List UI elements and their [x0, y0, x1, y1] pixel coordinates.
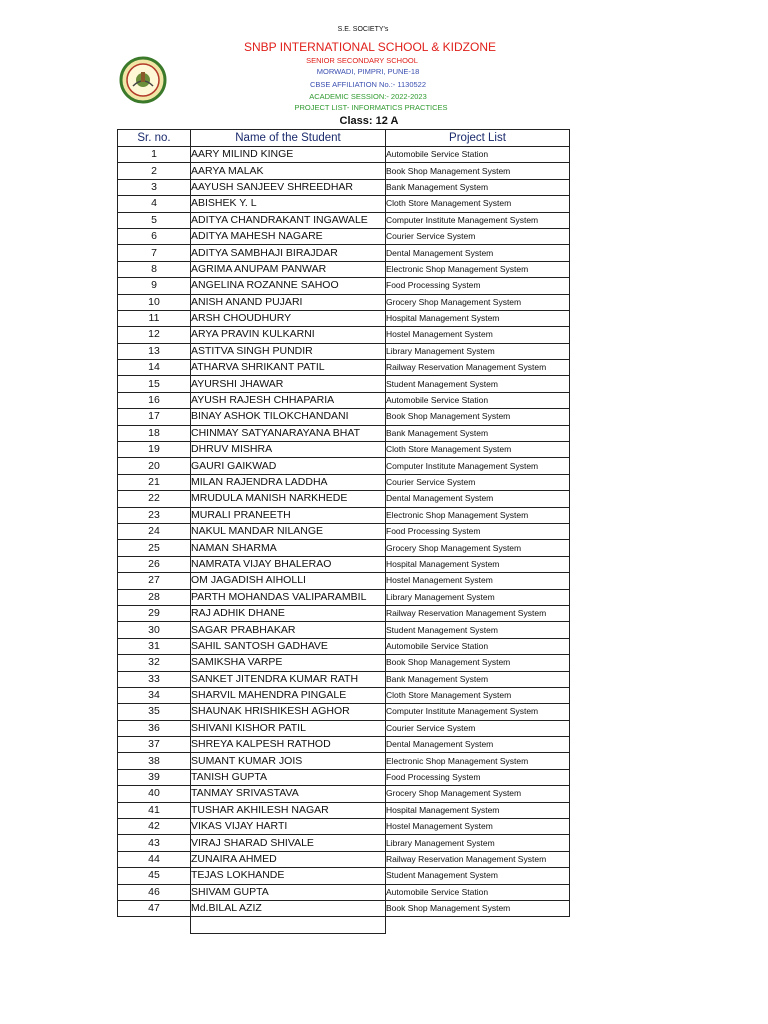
document-header: [0, 0, 768, 130]
table-row: [118, 900, 570, 916]
table-row: [118, 474, 570, 490]
student-name-cell: CHINMAY SATYANARAYANA BHAT: [191, 425, 386, 441]
project-cell: Bank Management System: [386, 425, 570, 441]
sr-no-cell: 20: [118, 458, 191, 474]
column-header-sr-no: Sr. no.: [118, 130, 191, 147]
student-name-cell: ANGELINA ROZANNE SAHOO: [191, 278, 386, 294]
table-row: [118, 245, 570, 261]
sr-no-cell: 44: [118, 851, 191, 867]
sr-no-cell: 3: [118, 179, 191, 195]
sr-no-cell: 39: [118, 769, 191, 785]
table-header-row: [118, 130, 570, 147]
project-cell: Computer Institute Management System: [386, 458, 570, 474]
empty-table-row: [118, 917, 570, 933]
table-row: [118, 687, 570, 703]
sr-no-cell: 14: [118, 360, 191, 376]
sr-no-cell: 10: [118, 294, 191, 310]
project-cell: Hospital Management System: [386, 310, 570, 326]
student-name-cell: DHRUV MISHRA: [191, 442, 386, 458]
table-row: [118, 638, 570, 654]
sr-no-cell: 1: [118, 147, 191, 163]
project-cell: Electronic Shop Management System: [386, 507, 570, 523]
sr-no-cell: 7: [118, 245, 191, 261]
project-cell: Electronic Shop Management System: [386, 261, 570, 277]
project-cell: Hospital Management System: [386, 556, 570, 572]
sr-no-cell: 16: [118, 392, 191, 408]
sr-no-cell: 6: [118, 228, 191, 244]
table-row: [118, 442, 570, 458]
project-cell: Automobile Service Station: [386, 392, 570, 408]
table-row: [118, 851, 570, 867]
table-row: [118, 589, 570, 605]
table-row: [118, 196, 570, 212]
project-cell: Computer Institute Management System: [386, 704, 570, 720]
sr-no-cell: 37: [118, 737, 191, 753]
project-cell: Library Management System: [386, 343, 570, 359]
table-row: [118, 310, 570, 326]
table-row: [118, 737, 570, 753]
table-row: [118, 605, 570, 621]
sr-no-cell: 42: [118, 819, 191, 835]
student-name-cell: AARYA MALAK: [191, 163, 386, 179]
empty-cell: [118, 917, 191, 933]
project-cell: Automobile Service Station: [386, 638, 570, 654]
table-row: [118, 720, 570, 736]
table-row: [118, 655, 570, 671]
table-row: [118, 540, 570, 556]
sr-no-cell: 32: [118, 655, 191, 671]
student-name-cell: RAJ ADHIK DHANE: [191, 605, 386, 621]
student-name-cell: SHARVIL MAHENDRA PINGALE: [191, 687, 386, 703]
project-cell: Cloth Store Management System: [386, 442, 570, 458]
project-cell: Book Shop Management System: [386, 409, 570, 425]
project-cell: Bank Management System: [386, 671, 570, 687]
table-row: [118, 802, 570, 818]
sr-no-cell: 46: [118, 884, 191, 900]
class-label: Class: 12 A: [339, 115, 399, 127]
school-subtitle: SENIOR SECONDARY SCHOOL: [306, 56, 418, 65]
student-name-cell: VIRAJ SHARAD SHIVALE: [191, 835, 386, 851]
project-cell: Automobile Service Station: [386, 884, 570, 900]
project-cell: Library Management System: [386, 835, 570, 851]
project-cell: Railway Reservation Management System: [386, 605, 570, 621]
student-name-cell: PARTH MOHANDAS VALIPARAMBIL: [191, 589, 386, 605]
table-row: [118, 523, 570, 539]
sr-no-cell: 17: [118, 409, 191, 425]
table-row: [118, 671, 570, 687]
project-cell: Electronic Shop Management System: [386, 753, 570, 769]
project-cell: Automobile Service Station: [386, 147, 570, 163]
student-name-cell: SANKET JITENDRA KUMAR RATH: [191, 671, 386, 687]
table-row: [118, 376, 570, 392]
student-name-cell: ASTITVA SINGH PUNDIR: [191, 343, 386, 359]
project-cell: Student Management System: [386, 376, 570, 392]
student-name-cell: ANISH ANAND PUJARI: [191, 294, 386, 310]
student-name-cell: SHIVANI KISHOR PATIL: [191, 720, 386, 736]
sr-no-cell: 8: [118, 261, 191, 277]
student-name-cell: NAKUL MANDAR NILANGE: [191, 523, 386, 539]
sr-no-cell: 15: [118, 376, 191, 392]
table-row: [118, 163, 570, 179]
student-name-cell: ADITYA SAMBHAJI BIRAJDAR: [191, 245, 386, 261]
student-name-cell: ABISHEK Y. L: [191, 196, 386, 212]
table-row: [118, 819, 570, 835]
table-row: [118, 228, 570, 244]
project-cell: Hostel Management System: [386, 819, 570, 835]
table-row: [118, 556, 570, 572]
project-cell: Book Shop Management System: [386, 900, 570, 916]
student-name-cell: ARYA PRAVIN KULKARNI: [191, 327, 386, 343]
sr-no-cell: 13: [118, 343, 191, 359]
table-row: [118, 704, 570, 720]
student-name-cell: Md.BILAL AZIZ: [191, 900, 386, 916]
sr-no-cell: 11: [118, 310, 191, 326]
student-name-cell: SUMANT KUMAR JOIS: [191, 753, 386, 769]
table-row: [118, 573, 570, 589]
sr-no-cell: 36: [118, 720, 191, 736]
student-name-cell: MURALI PRANEETH: [191, 507, 386, 523]
project-cell: Grocery Shop Management System: [386, 294, 570, 310]
sr-no-cell: 25: [118, 540, 191, 556]
table-row: [118, 491, 570, 507]
table-row: [118, 360, 570, 376]
table-row: [118, 294, 570, 310]
project-cell: Courier Service System: [386, 720, 570, 736]
student-name-cell: SHAUNAK HRISHIKESH AGHOR: [191, 704, 386, 720]
student-name-cell: TANISH GUPTA: [191, 769, 386, 785]
project-cell: Book Shop Management System: [386, 655, 570, 671]
project-cell: Food Processing System: [386, 278, 570, 294]
student-name-cell: NAMRATA VIJAY BHALERAO: [191, 556, 386, 572]
sr-no-cell: 30: [118, 622, 191, 638]
project-cell: Bank Management System: [386, 179, 570, 195]
project-cell: Railway Reservation Management System: [386, 851, 570, 867]
column-header-project-list: Project List: [386, 130, 570, 147]
academic-session: ACADEMIC SESSION:- 2022-2023: [309, 92, 427, 101]
table-row: [118, 261, 570, 277]
table-row: [118, 212, 570, 228]
project-cell: Courier Service System: [386, 228, 570, 244]
table-row: [118, 507, 570, 523]
student-name-cell: AGRIMA ANUPAM PANWAR: [191, 261, 386, 277]
sr-no-cell: 41: [118, 802, 191, 818]
table-row: [118, 343, 570, 359]
student-name-cell: AAYUSH SANJEEV SHREEDHAR: [191, 179, 386, 195]
project-table: [117, 129, 570, 934]
project-cell: Computer Institute Management System: [386, 212, 570, 228]
student-name-cell: AYURSHI JHAWAR: [191, 376, 386, 392]
project-cell: Library Management System: [386, 589, 570, 605]
student-name-cell: BINAY ASHOK TILOKCHANDANI: [191, 409, 386, 425]
project-cell: Dental Management System: [386, 245, 570, 261]
student-name-cell: SAMIKSHA VARPE: [191, 655, 386, 671]
sr-no-cell: 47: [118, 900, 191, 916]
sr-no-cell: 27: [118, 573, 191, 589]
project-cell: Hostel Management System: [386, 573, 570, 589]
student-name-cell: TUSHAR AKHILESH NAGAR: [191, 802, 386, 818]
student-name-cell: SAHIL SANTOSH GADHAVE: [191, 638, 386, 654]
sr-no-cell: 28: [118, 589, 191, 605]
table-row: [118, 425, 570, 441]
student-name-cell: OM JAGADISH AIHOLLI: [191, 573, 386, 589]
project-cell: Railway Reservation Management System: [386, 360, 570, 376]
sr-no-cell: 24: [118, 523, 191, 539]
society-name: S.E. SOCIETY's: [337, 26, 389, 33]
student-name-cell: TEJAS LOKHANDE: [191, 868, 386, 884]
student-name-cell: SHREYA KALPESH RATHOD: [191, 737, 386, 753]
student-name-cell: GAURI GAIKWAD: [191, 458, 386, 474]
project-cell: Grocery Shop Management System: [386, 786, 570, 802]
sr-no-cell: 19: [118, 442, 191, 458]
student-name-cell: SHIVAM GUPTA: [191, 884, 386, 900]
sr-no-cell: 18: [118, 425, 191, 441]
table-row: [118, 786, 570, 802]
sr-no-cell: 29: [118, 605, 191, 621]
sr-no-cell: 26: [118, 556, 191, 572]
sr-no-cell: 31: [118, 638, 191, 654]
project-cell: Student Management System: [386, 868, 570, 884]
student-name-cell: VIKAS VIJAY HARTI: [191, 819, 386, 835]
student-name-cell: ADITYA CHANDRAKANT INGAWALE: [191, 212, 386, 228]
school-address: MORWADI, PIMPRI, PUNE-18: [316, 67, 420, 76]
project-cell: Book Shop Management System: [386, 163, 570, 179]
sr-no-cell: 45: [118, 868, 191, 884]
sr-no-cell: 21: [118, 474, 191, 490]
student-name-cell: ZUNAIRA AHMED: [191, 851, 386, 867]
student-name-cell: SAGAR PRABHAKAR: [191, 622, 386, 638]
school-name: SNBP INTERNATIONAL SCHOOL & KIDZONE: [243, 40, 497, 54]
project-cell: Hospital Management System: [386, 802, 570, 818]
project-cell: Dental Management System: [386, 491, 570, 507]
student-name-cell: ARSH CHOUDHURY: [191, 310, 386, 326]
sr-no-cell: 23: [118, 507, 191, 523]
sr-no-cell: 43: [118, 835, 191, 851]
project-list-title: PROJECT LIST- INFORMATICS PRACTICES: [294, 103, 448, 112]
table-row: [118, 327, 570, 343]
student-name-cell: AYUSH RAJESH CHHAPARIA: [191, 392, 386, 408]
student-name-cell: AARY MILIND KINGE: [191, 147, 386, 163]
table-row: [118, 147, 570, 163]
empty-cell: [191, 917, 386, 933]
student-name-cell: ATHARVA SHRIKANT PATIL: [191, 360, 386, 376]
sr-no-cell: 34: [118, 687, 191, 703]
table-row: [118, 884, 570, 900]
table-row: [118, 753, 570, 769]
project-cell: Food Processing System: [386, 769, 570, 785]
sr-no-cell: 2: [118, 163, 191, 179]
student-name-cell: ADITYA MAHESH NAGARE: [191, 228, 386, 244]
table-row: [118, 868, 570, 884]
column-header-student-name: Name of the Student: [191, 130, 386, 147]
project-cell: Grocery Shop Management System: [386, 540, 570, 556]
sr-no-cell: 12: [118, 327, 191, 343]
table-row: [118, 392, 570, 408]
student-name-cell: MRUDULA MANISH NARKHEDE: [191, 491, 386, 507]
project-cell: Student Management System: [386, 622, 570, 638]
sr-no-cell: 33: [118, 671, 191, 687]
table-row: [118, 769, 570, 785]
sr-no-cell: 38: [118, 753, 191, 769]
student-name-cell: NAMAN SHARMA: [191, 540, 386, 556]
table-row: [118, 179, 570, 195]
sr-no-cell: 35: [118, 704, 191, 720]
empty-cell: [386, 917, 570, 933]
student-name-cell: MILAN RAJENDRA LADDHA: [191, 474, 386, 490]
student-name-cell: TANMAY SRIVASTAVA: [191, 786, 386, 802]
sr-no-cell: 22: [118, 491, 191, 507]
project-cell: Cloth Store Management System: [386, 687, 570, 703]
project-cell: Food Processing System: [386, 523, 570, 539]
project-cell: Cloth Store Management System: [386, 196, 570, 212]
sr-no-cell: 4: [118, 196, 191, 212]
project-cell: Dental Management System: [386, 737, 570, 753]
sr-no-cell: 5: [118, 212, 191, 228]
project-cell: Courier Service System: [386, 474, 570, 490]
cbse-affiliation: CBSE AFFILIATION No.:- 1130522: [309, 80, 427, 89]
table-row: [118, 278, 570, 294]
table-row: [118, 409, 570, 425]
project-cell: Hostel Management System: [386, 327, 570, 343]
table-row: [118, 622, 570, 638]
sr-no-cell: 9: [118, 278, 191, 294]
sr-no-cell: 40: [118, 786, 191, 802]
table-row: [118, 835, 570, 851]
table-row: [118, 458, 570, 474]
